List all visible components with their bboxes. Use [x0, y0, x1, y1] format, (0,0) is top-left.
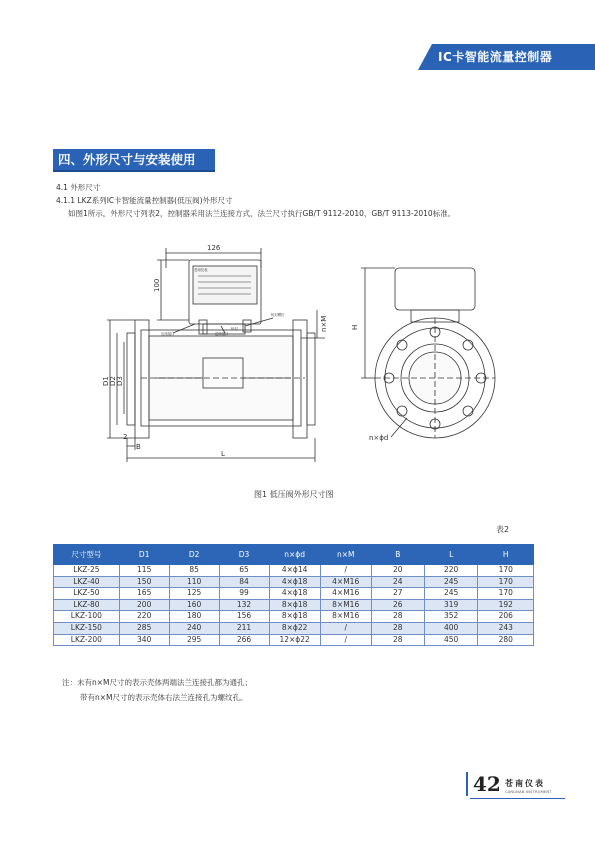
cell-model: LKZ-150 [54, 622, 120, 634]
cell-b: 28 [371, 634, 424, 646]
cell-nxm: / [320, 634, 371, 646]
cell-h: 170 [478, 588, 534, 600]
footer-bar [466, 772, 468, 796]
cell-d2: 180 [169, 611, 219, 623]
label-outlet: 出线接口 [161, 332, 175, 336]
table-row [54, 599, 534, 611]
cell-model: LKZ-100 [54, 611, 120, 623]
dim-126: 126 [207, 244, 221, 252]
cell-nxm: / [320, 565, 371, 577]
page-number: 42 [473, 772, 501, 796]
dim-D2: D2 [109, 376, 117, 386]
cell-d3: 84 [219, 576, 269, 588]
cell-model: LKZ-50 [54, 588, 120, 600]
cell-l: 245 [424, 576, 478, 588]
cell-d3: 99 [219, 588, 269, 600]
col-header-nxd: n×ϕd [269, 545, 320, 565]
cell-d3: 156 [219, 611, 269, 623]
table-row [54, 565, 534, 577]
cell-nxd: 12×ϕ22 [269, 634, 320, 646]
cell-d2: 240 [169, 622, 219, 634]
dim-D1: D1 [102, 376, 110, 386]
body-paragraph: 如图1所示，外形尺寸列表2，控制器采用法兰连接方式，法兰尺寸执行GB/T 9112-2010、GB/T 9113-2010标准。 [68, 209, 456, 218]
cell-d3: 266 [219, 634, 269, 646]
cell-d2: 160 [169, 599, 219, 611]
table-row [54, 611, 534, 623]
col-header-d1: D1 [119, 545, 169, 565]
cell-l: 319 [424, 599, 478, 611]
cell-l: 245 [424, 588, 478, 600]
cell-nxd: 8×ϕ22 [269, 622, 320, 634]
table-label: 表2 [496, 525, 510, 534]
cell-d1: 200 [119, 599, 169, 611]
dim-2: 2 [123, 433, 128, 441]
cell-h: 243 [478, 622, 534, 634]
cell-d1: 285 [119, 622, 169, 634]
cell-nxd: 4×ϕ14 [269, 565, 320, 577]
cell-model: LKZ-200 [54, 634, 120, 646]
footer-brand-en: CANGNAN INSTRUMENT [505, 790, 552, 794]
label-seal-screw: 铅封螺钉 [271, 313, 285, 317]
col-header-model: 尺寸型号 [54, 545, 120, 565]
col-header-b: B [371, 545, 424, 565]
cell-h: 280 [478, 634, 534, 646]
subsection-4-1-1: 4.1.1 LKZ系列IC卡智能流量控制器(低压阀)外形尺寸 [56, 196, 233, 205]
table-row [54, 622, 534, 634]
cell-d3: 132 [219, 599, 269, 611]
col-header-d3: D3 [219, 545, 269, 565]
cell-b: 24 [371, 576, 424, 588]
cell-nxm: / [320, 622, 371, 634]
section-heading: 四、外形尺寸与安装使用 [58, 152, 196, 167]
label-seal: 铅封 [231, 327, 238, 331]
cell-l: 400 [424, 622, 478, 634]
cell-b: 26 [371, 599, 424, 611]
cell-d1: 165 [119, 588, 169, 600]
cell-l: 450 [424, 634, 478, 646]
table-row [54, 588, 534, 600]
figure-caption: 图1 低压阀外形尺寸图 [254, 490, 334, 499]
cell-model: LKZ-25 [54, 565, 120, 577]
cell-nxd: 4×ϕ18 [269, 588, 320, 600]
dim-B: B [136, 443, 141, 451]
cell-model: LKZ-40 [54, 576, 120, 588]
note-line-1: 注：未有n×M尺寸的表示壳体两端法兰连接孔都为通孔； [62, 678, 253, 687]
cell-d3: 65 [219, 565, 269, 577]
cell-h: 192 [478, 599, 534, 611]
cell-l: 352 [424, 611, 478, 623]
cell-h: 206 [478, 611, 534, 623]
table-header-row [54, 545, 534, 565]
dim-H: H [351, 324, 359, 330]
footer-rule [470, 798, 565, 799]
col-header-h: H [478, 545, 534, 565]
cell-nxd: 8×ϕ18 [269, 611, 320, 623]
cell-nxm: 8×M16 [320, 611, 371, 623]
dim-D3: D3 [116, 376, 124, 386]
table-row [54, 576, 534, 588]
cell-nxd: 4×ϕ18 [269, 576, 320, 588]
dim-nxm: n×M [320, 315, 328, 332]
cell-d1: 150 [119, 576, 169, 588]
cell-d1: 220 [119, 611, 169, 623]
cell-d1: 115 [119, 565, 169, 577]
cell-nxm: 8×M16 [320, 599, 371, 611]
label-inlet: 进线接口 [215, 332, 229, 336]
col-header-l: L [424, 545, 478, 565]
dimension-table [53, 544, 534, 646]
cell-h: 170 [478, 565, 534, 577]
dim-nxd: n×ϕd [369, 434, 389, 442]
dim-100: 100 [153, 278, 161, 292]
cell-d2: 110 [169, 576, 219, 588]
cell-model: LKZ-80 [54, 599, 120, 611]
cell-b: 20 [371, 565, 424, 577]
header-title: IC卡智能流量控制器 [438, 50, 553, 64]
section-underline [53, 170, 215, 172]
dim-L: L [221, 450, 225, 458]
cell-nxd: 8×ϕ18 [269, 599, 320, 611]
device-brand: 苍南仪表 [194, 268, 208, 272]
cell-b: 28 [371, 622, 424, 634]
note-line-2: 带有n×M尺寸的表示壳体右法兰连接孔为螺纹孔。 [80, 693, 248, 702]
cell-d2: 85 [169, 565, 219, 577]
cell-d1: 340 [119, 634, 169, 646]
end-view-controller [395, 268, 475, 310]
cell-d3: 211 [219, 622, 269, 634]
cell-h: 170 [478, 576, 534, 588]
cell-d2: 125 [169, 588, 219, 600]
subsection-4-1: 4.1 外形尺寸 [56, 183, 101, 192]
cell-l: 220 [424, 565, 478, 577]
dimension-drawing [95, 238, 505, 462]
cell-nxm: 4×M16 [320, 588, 371, 600]
cell-d2: 295 [169, 634, 219, 646]
left-flange [135, 320, 149, 438]
col-header-nxm: n×M [320, 545, 371, 565]
col-header-d2: D2 [169, 545, 219, 565]
table-row [54, 634, 534, 646]
cell-b: 27 [371, 588, 424, 600]
cell-b: 28 [371, 611, 424, 623]
footer-brand: 苍南仪表 [505, 779, 545, 788]
cell-nxm: 4×M16 [320, 576, 371, 588]
